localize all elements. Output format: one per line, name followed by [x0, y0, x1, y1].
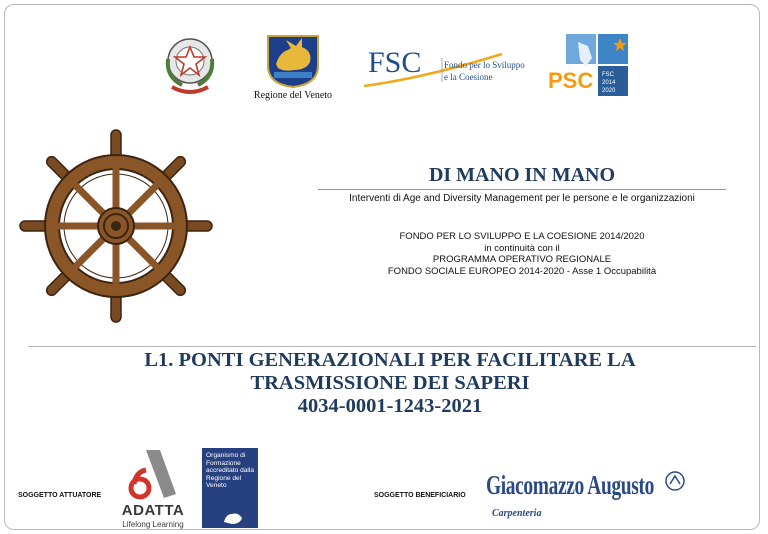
project-line2: TRASMISSIONE DEI SAPERI — [250, 372, 530, 394]
project-line1: L1. PONTI GENERAZIONALI PER FACILITARE LA — [144, 349, 636, 371]
attuatore-label: SOGGETTO ATTUATORE — [18, 492, 102, 499]
fsc-logo-text: FSC — [368, 46, 422, 79]
venetian-lion-small-icon — [222, 510, 244, 526]
page-subtitle: Interventi di Age and Diversity Management per le persone e le organizzazioni — [349, 193, 695, 204]
funding-line: PROGRAMMA OPERATIVO REGIONALE — [432, 254, 612, 265]
beneficiario-label: SOGGETTO BENEFICIARIO — [374, 492, 466, 499]
accreditation-badge — [202, 448, 258, 528]
funding-line: FONDO SOCIALE EUROPEO 2014-2020 - Asse 1 Occupabilità — [387, 265, 657, 277]
psc-year-1: 2014 — [602, 80, 616, 86]
psc-logo — [548, 32, 636, 102]
regione-caption: Regione del Veneto — [253, 90, 333, 101]
adatta-logo-icon — [126, 448, 180, 502]
regione-veneto-logo — [248, 34, 338, 102]
giacomazzo-logo — [486, 470, 686, 524]
page-title: DI MANO IN MANO — [428, 164, 616, 186]
psc-small-text: FSC — [602, 72, 614, 78]
giacomazzo-mark-icon — [664, 470, 686, 492]
project-title — [40, 349, 740, 418]
fsc-line1: Fondo per lo Sviluppo — [444, 60, 525, 70]
beneficiario-sub: Carpenteria — [492, 508, 542, 519]
ship-wheel-icon — [16, 126, 216, 326]
funding-line: in continuità con il — [484, 242, 560, 254]
fsc-line2: e la Coesione — [444, 72, 493, 82]
adatta-name: ADATTA — [121, 502, 185, 519]
psc-logo-text: PSC — [548, 68, 594, 93]
beneficiario-name: Giacomazzo Augusto — [486, 470, 654, 500]
psc-map-icon — [548, 32, 636, 102]
project-code: 4034-0001-1243-2021 — [297, 395, 483, 417]
section-divider — [28, 346, 756, 347]
adatta-tagline: Lifelong Learning — [122, 520, 184, 529]
fsc-logo — [360, 44, 525, 92]
title-divider — [318, 189, 726, 190]
psc-year-2: 2020 — [602, 88, 616, 94]
funding-block — [318, 231, 726, 277]
italian-republic-emblem-icon — [160, 33, 220, 97]
funding-line: FONDO PER LO SVILUPPO E LA COESIONE 2014/2020 — [399, 231, 645, 242]
adatta-logo — [112, 448, 194, 530]
venetian-lion-shield-icon — [266, 34, 320, 88]
accreditation-text: Organismo di Formazione accreditato dalla Regione del Veneto — [206, 452, 255, 490]
